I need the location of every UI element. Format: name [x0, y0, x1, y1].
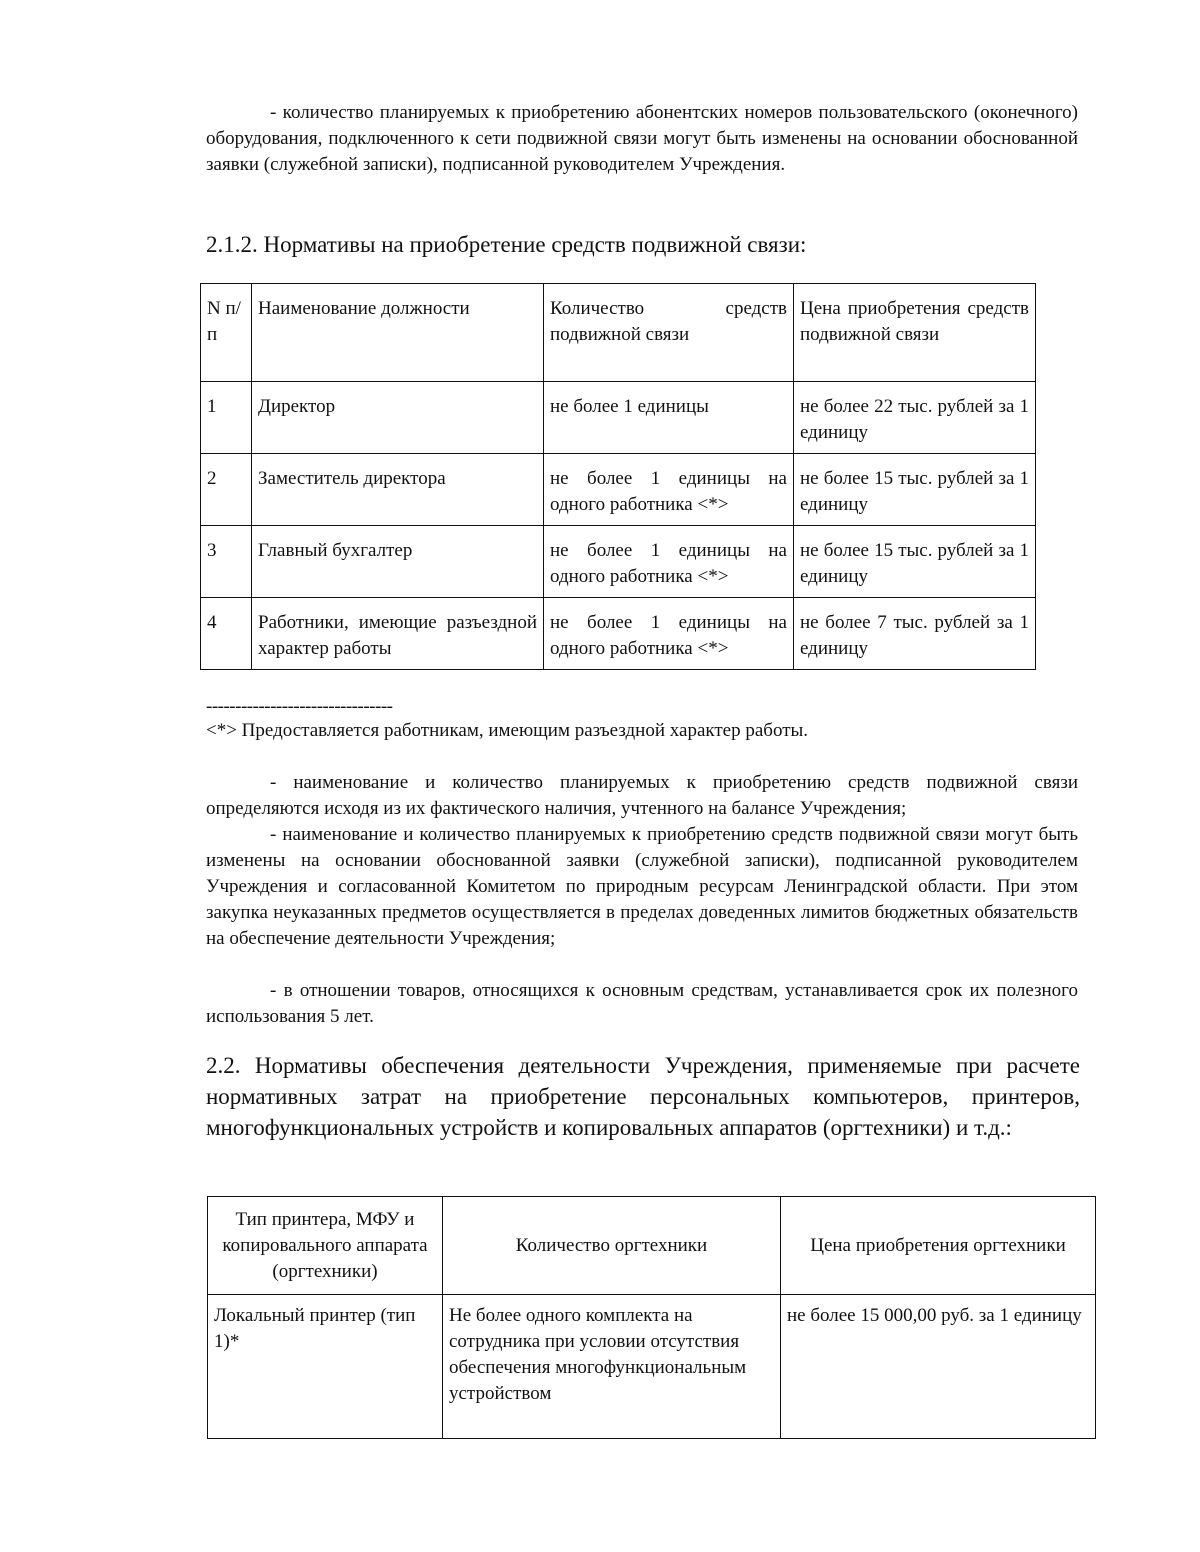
table-header-row	[201, 284, 1036, 382]
table-cell: 4	[201, 598, 252, 670]
table-cell: не более 15 тыс. рублей за 1 единицу	[794, 526, 1036, 598]
table-row	[201, 598, 1036, 670]
table-cell: не более 15 000,00 руб. за 1 единицу	[781, 1295, 1096, 1439]
table-cell: 1	[201, 382, 252, 454]
header-cell: Количество оргтехники	[443, 1197, 781, 1295]
table-cell: Главный бухгалтер	[252, 526, 544, 598]
table-cell: не более 7 тыс. рублей за 1 единицу	[794, 598, 1036, 670]
table-cell: не более 1 единицы на одного работника <*>	[544, 526, 794, 598]
table-cell: Не более одного комплекта на сотрудника при условии отсутствия обеспечения многофункциональным устройством	[443, 1295, 781, 1439]
table-row	[201, 454, 1036, 526]
section-2-1-2-title: 2.1.2. Нормативы на приобретение средств подвижной связи:	[206, 232, 807, 257]
table-cell: не более 15 тыс. рублей за 1 единицу	[794, 454, 1036, 526]
office-equipment-table	[207, 1196, 1096, 1439]
intro-paragraph: - количество планируемых к приобретению абонентских номеров пользовательского (оконечного) оборудования, подключенного к сети подвижной связи могут быть изменены на основании обоснованной заявки (служебной записки), подписанной руководителем Учреждения.	[206, 102, 1078, 175]
table-cell: 3	[201, 526, 252, 598]
mobile-devices-table	[200, 283, 1036, 670]
paragraph-useful-life: - в отношении товаров, относящихся к основным средствам, устанавливается срок их полезного использования 5 лет.	[206, 980, 1078, 1027]
table-cell: Заместитель директора	[252, 454, 544, 526]
table-cell: Локальный принтер (тип 1)*	[208, 1295, 443, 1439]
table-cell: Директор	[252, 382, 544, 454]
table-cell: не более 1 единицы на одного работника <*>	[544, 454, 794, 526]
table-row	[208, 1295, 1096, 1439]
header-cell: N п/п	[201, 284, 252, 382]
paragraph-actual-balance: - наименование и количество планируемых к приобретению средств подвижной связи определяются исходя из их фактического наличия, учтенного на балансе Учреждения;	[206, 772, 1078, 819]
table-header-row	[208, 1197, 1096, 1295]
footnote: <*> Предоставляется работникам, имеющим разъездной характер работы.	[206, 720, 809, 741]
table-cell: не более 1 единицы	[544, 382, 794, 454]
table-cell: не более 22 тыс. рублей за 1 единицу	[794, 382, 1036, 454]
paragraph-change-procedure: - наименование и количество планируемых к приобретению средств подвижной связи могут быть изменены на основании обоснованной заявки (служебной записки), подписанной руководителем Учреждения и согласованной Комитетом по природным ресурсам Ленинградской области. При этом закупка неуказанных предметов осуществляется в пределах доведенных лимитов бюджетных обязательств на обеспечение деятельности Учреждения;	[206, 824, 1078, 949]
table-row	[201, 526, 1036, 598]
table-row	[201, 382, 1036, 454]
table-cell: 2	[201, 454, 252, 526]
table-cell: Работники, имеющие разъездной характер работы	[252, 598, 544, 670]
section-2-2-title: 2.2. Нормативы обеспечения деятельности Учреждения, применяемые при расчете нормативных затрат на приобретение персональных компьютеров, принтеров, многофункциональных устройств и копировальных аппаратов (оргтехники) и т.д.:	[206, 1053, 1080, 1140]
header-cell: Тип принтера, МФУ и копировального аппарата (оргтехники)	[208, 1197, 443, 1295]
header-cell: Цена приобретения оргтехники	[781, 1197, 1096, 1295]
table-cell: не более 1 единицы на одного работника <*>	[544, 598, 794, 670]
header-cell: Наименование должности	[252, 284, 544, 382]
header-cell: Цена приобретения средств подвижной связи	[794, 284, 1036, 382]
header-cell: Количество средств подвижной связи	[544, 284, 794, 382]
footnote-separator: --------------------------------	[206, 696, 393, 717]
